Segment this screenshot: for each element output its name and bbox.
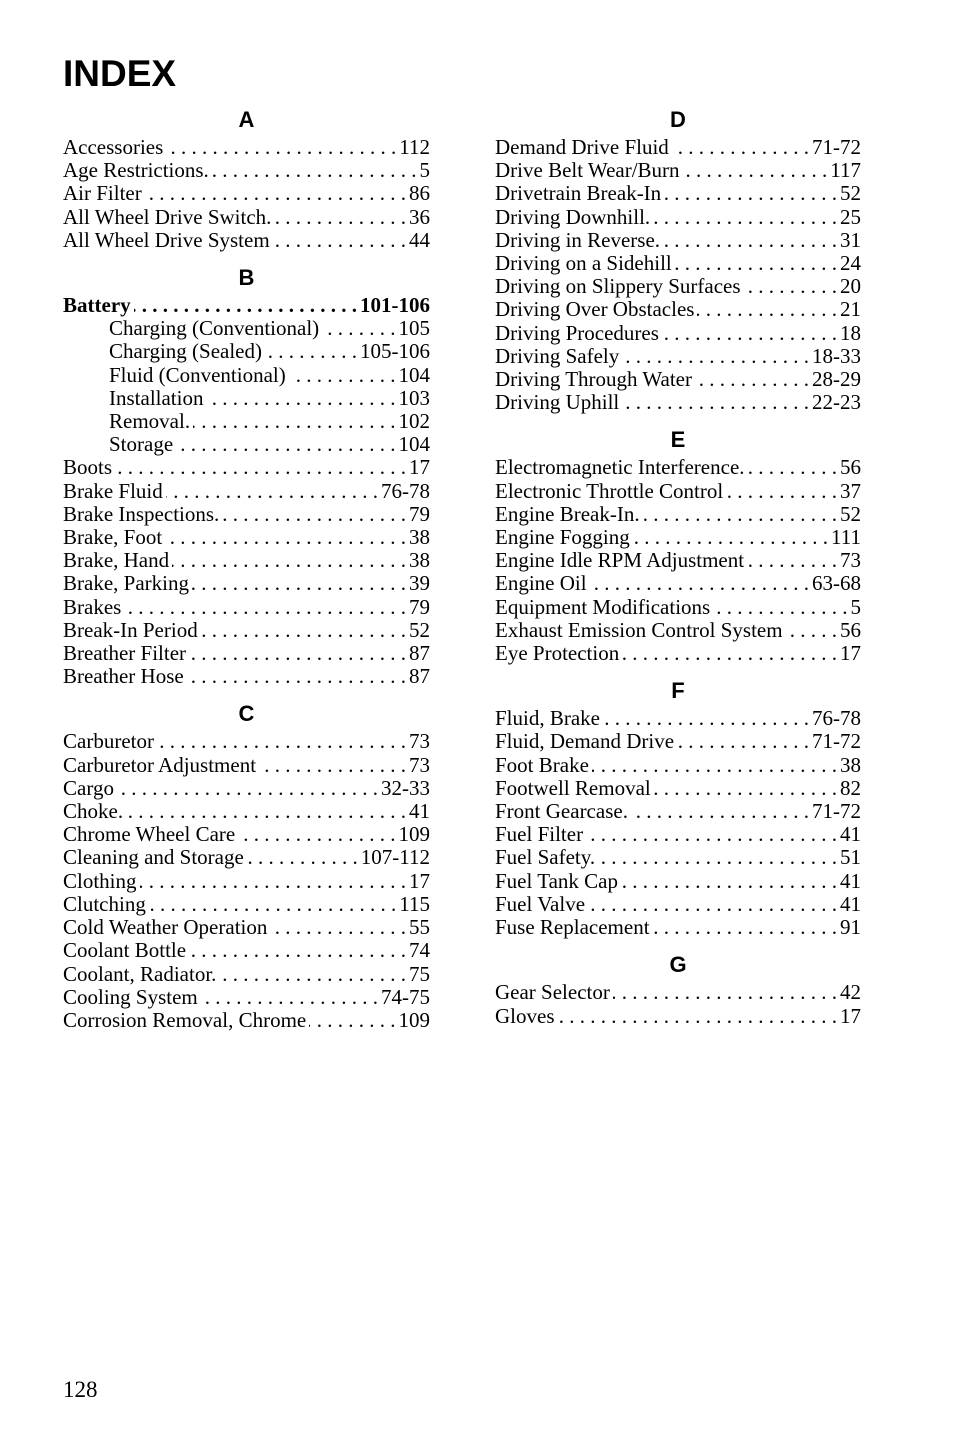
entry-term: Fuel Safety. bbox=[495, 846, 596, 870]
index-entry bbox=[63, 549, 430, 572]
index-entry bbox=[63, 572, 430, 595]
dot-leader bbox=[165, 526, 406, 549]
dot-leader bbox=[309, 1009, 395, 1032]
entry-page: 115 bbox=[399, 892, 430, 916]
entry-page: 73 bbox=[840, 549, 861, 573]
dot-leader bbox=[247, 846, 358, 869]
entry-page: 109 bbox=[398, 823, 430, 847]
dot-leader bbox=[643, 503, 837, 526]
index-entry bbox=[63, 526, 430, 549]
entry-page: 25 bbox=[840, 205, 861, 229]
index-entry bbox=[495, 777, 861, 800]
dot-leader bbox=[115, 456, 406, 479]
dot-leader bbox=[189, 939, 406, 962]
index-entry bbox=[495, 480, 861, 503]
entry-term: Coolant Bottle bbox=[63, 939, 187, 963]
entry-term: Fuel Filter bbox=[495, 823, 584, 847]
index-entry bbox=[495, 619, 861, 642]
entry-page: 102 bbox=[398, 410, 430, 434]
dot-leader bbox=[683, 159, 828, 182]
entry-page: 74-75 bbox=[381, 985, 430, 1009]
index-entry bbox=[495, 754, 861, 777]
entry-page: 87 bbox=[409, 642, 430, 666]
entry-term: Driving Through Water bbox=[495, 368, 692, 392]
index-entry bbox=[495, 275, 861, 298]
index-entry bbox=[63, 665, 430, 688]
index-entry bbox=[495, 981, 861, 1004]
index-subentry bbox=[63, 364, 430, 387]
entry-term: Exhaust Emission Control System bbox=[495, 618, 783, 642]
entry-page: 41 bbox=[840, 869, 861, 893]
dot-leader bbox=[713, 596, 847, 619]
dot-leader bbox=[192, 572, 406, 595]
entry-term: Driving Uphill bbox=[495, 391, 620, 415]
dot-leader bbox=[747, 549, 837, 572]
index-entry bbox=[63, 503, 430, 526]
index-entry bbox=[63, 206, 430, 229]
dot-leader bbox=[140, 870, 406, 893]
entry-term: Equipment Modifications bbox=[495, 595, 711, 619]
entry-term: Driving Procedures bbox=[495, 321, 659, 345]
index-entry bbox=[495, 1005, 861, 1028]
entry-term: Installation bbox=[109, 386, 204, 410]
dot-leader bbox=[662, 322, 837, 345]
entry-page: 52 bbox=[840, 502, 861, 526]
entry-term: Choke. bbox=[63, 800, 124, 824]
entry-term: Cooling System bbox=[63, 985, 198, 1009]
index-entry bbox=[63, 893, 430, 916]
index-entry bbox=[495, 526, 861, 549]
entry-page: 18 bbox=[840, 321, 861, 345]
dot-leader bbox=[201, 619, 406, 642]
entry-term: Driving in Reverse. bbox=[495, 228, 661, 252]
entry-page: 79 bbox=[409, 595, 430, 619]
section-letter: A bbox=[238, 107, 255, 132]
index-section-b bbox=[63, 262, 430, 688]
index-entry bbox=[63, 480, 430, 503]
entry-term: Break-In Period bbox=[63, 618, 198, 642]
entry-term: All Wheel Drive Switch. bbox=[63, 205, 272, 229]
dot-leader bbox=[265, 340, 357, 363]
index-entry bbox=[495, 596, 861, 619]
dot-leader bbox=[126, 800, 406, 823]
dot-leader bbox=[592, 754, 837, 777]
entry-page: 32-33 bbox=[381, 776, 430, 800]
entry-page: 104 bbox=[398, 433, 430, 457]
entry-page: 21 bbox=[840, 298, 861, 322]
entry-term: Gloves bbox=[495, 1004, 555, 1028]
dot-leader bbox=[622, 391, 809, 414]
index-entry bbox=[63, 596, 430, 619]
entry-term: Fuel Valve bbox=[495, 892, 586, 916]
entry-page: 103 bbox=[398, 386, 430, 410]
index-entry bbox=[495, 159, 861, 182]
entry-page: 18-33 bbox=[812, 344, 861, 368]
index-section-d bbox=[495, 104, 861, 414]
entry-page: 56 bbox=[840, 618, 861, 642]
dot-leader bbox=[206, 387, 395, 410]
dot-leader bbox=[558, 1005, 838, 1028]
index-entry bbox=[495, 893, 861, 916]
entry-page: 71-72 bbox=[812, 730, 861, 754]
entry-term: Fuel Tank Cap bbox=[495, 869, 618, 893]
index-subentry bbox=[63, 340, 430, 363]
index-entry bbox=[63, 777, 430, 800]
index-entry bbox=[63, 939, 430, 962]
entry-term: Driving on a Sidehill bbox=[495, 252, 672, 276]
entry-page: 109 bbox=[398, 1008, 430, 1032]
entry-page: 105 bbox=[398, 317, 430, 341]
entry-page: 73 bbox=[409, 753, 430, 777]
entry-page: 52 bbox=[409, 618, 430, 642]
entry-term: Front Gearcase. bbox=[495, 800, 628, 824]
dot-leader bbox=[613, 981, 837, 1004]
entry-page: 37 bbox=[840, 479, 861, 503]
section-letter: G bbox=[669, 952, 687, 978]
page-number: 128 bbox=[63, 1377, 98, 1402]
index-entry bbox=[495, 298, 861, 321]
entry-page: 44 bbox=[409, 228, 430, 252]
index-column-right bbox=[495, 104, 861, 1038]
index-entry bbox=[63, 1009, 430, 1032]
entry-term: Driving Over Obstacles bbox=[495, 298, 695, 322]
index-entry bbox=[63, 294, 430, 317]
entry-term: Charging (Sealed) bbox=[109, 340, 262, 364]
entry-page: 17 bbox=[840, 642, 861, 666]
dot-leader bbox=[672, 136, 809, 159]
dot-leader bbox=[726, 480, 837, 503]
index-entry bbox=[63, 136, 430, 159]
index-entry bbox=[495, 870, 861, 893]
entry-term: Drivetrain Break-In bbox=[495, 182, 662, 206]
dot-leader bbox=[149, 893, 396, 916]
entry-page: 39 bbox=[409, 572, 430, 596]
index-entry bbox=[63, 730, 430, 753]
index-entry bbox=[495, 229, 861, 252]
entry-page: 87 bbox=[409, 665, 430, 689]
entry-term: Fluid, Brake bbox=[495, 707, 600, 731]
entry-term: Engine Fogging bbox=[495, 526, 630, 550]
entry-page: 51 bbox=[840, 846, 861, 870]
section-letter: D bbox=[670, 107, 686, 132]
entry-page: 112 bbox=[399, 136, 430, 159]
entry-term: Air Filter bbox=[63, 182, 142, 206]
dot-leader bbox=[622, 642, 837, 665]
index-entry bbox=[495, 136, 861, 159]
dot-leader bbox=[631, 800, 809, 823]
index-subentry bbox=[63, 410, 430, 433]
dot-leader bbox=[238, 823, 395, 846]
entry-page: 17 bbox=[840, 1004, 861, 1028]
entry-page: 38 bbox=[840, 753, 861, 777]
index-entry bbox=[63, 870, 430, 893]
entry-term: Breather Filter bbox=[63, 642, 187, 666]
entry-term: Fuse Replacement bbox=[495, 916, 650, 940]
entry-term: Coolant, Radiator. bbox=[63, 962, 217, 986]
entry-term: Brake, Foot bbox=[63, 526, 163, 550]
dot-leader bbox=[259, 754, 406, 777]
entry-page: 76-78 bbox=[812, 707, 861, 731]
entry-page: 22-23 bbox=[812, 391, 861, 415]
index-subentry bbox=[63, 317, 430, 340]
entry-page: 101-106 bbox=[360, 294, 430, 318]
entry-page: 31 bbox=[840, 228, 861, 252]
index-entry bbox=[495, 572, 861, 595]
index-entry bbox=[495, 642, 861, 665]
entry-page: 105-106 bbox=[360, 340, 430, 364]
section-letter: F bbox=[671, 678, 685, 704]
index-entry bbox=[495, 916, 861, 939]
entry-page: 17 bbox=[409, 869, 430, 893]
page-title: INDEX bbox=[63, 53, 177, 94]
index-entry bbox=[495, 707, 861, 730]
dot-leader bbox=[189, 642, 406, 665]
index-entry bbox=[63, 642, 430, 665]
dot-leader bbox=[653, 916, 837, 939]
index-entry bbox=[495, 252, 861, 275]
entry-term: Fluid, Demand Drive bbox=[495, 730, 675, 754]
index-entry bbox=[495, 206, 861, 229]
entry-term: Storage bbox=[109, 433, 174, 457]
index-entry bbox=[63, 182, 430, 205]
entry-page: 42 bbox=[840, 981, 861, 1005]
dot-leader bbox=[289, 364, 396, 387]
dot-leader bbox=[622, 345, 809, 368]
entry-term: Cold Weather Operation bbox=[63, 916, 268, 940]
entry-page: 5 bbox=[419, 159, 430, 183]
entry-term: Age Restrictions. bbox=[63, 159, 209, 183]
index-entry bbox=[495, 391, 861, 414]
dot-leader bbox=[157, 730, 406, 753]
entry-term: Battery bbox=[63, 294, 131, 318]
dot-leader bbox=[586, 823, 837, 846]
entry-page: 41 bbox=[409, 800, 430, 824]
dot-leader bbox=[744, 275, 837, 298]
entry-term: Clothing bbox=[63, 869, 137, 893]
entry-term: Corrosion Removal, Chrome bbox=[63, 1008, 307, 1032]
entry-page: 117 bbox=[830, 159, 861, 183]
dot-leader bbox=[663, 229, 837, 252]
entry-page: 74 bbox=[409, 939, 430, 963]
index-entry bbox=[63, 823, 430, 846]
index-entry bbox=[495, 800, 861, 823]
entry-page: 38 bbox=[409, 526, 430, 550]
index-entry bbox=[495, 730, 861, 753]
entry-page: 38 bbox=[409, 549, 430, 573]
dot-leader bbox=[187, 665, 406, 688]
entry-page: 24 bbox=[840, 252, 861, 276]
entry-term: Drive Belt Wear/Burn bbox=[495, 159, 680, 183]
entry-page: 17 bbox=[409, 456, 430, 480]
index-entry bbox=[495, 549, 861, 572]
entry-page: 52 bbox=[840, 182, 861, 206]
entry-term: Eye Protection bbox=[495, 642, 620, 666]
index-section-e bbox=[495, 424, 861, 665]
dot-leader bbox=[677, 730, 809, 753]
entry-page: 55 bbox=[409, 916, 430, 940]
section-letter: B bbox=[238, 265, 255, 291]
entry-term: Fluid (Conventional) bbox=[109, 363, 286, 387]
dot-leader bbox=[166, 136, 396, 159]
index-section-g bbox=[495, 949, 861, 1027]
entry-term: Foot Brake bbox=[495, 753, 589, 777]
index-entry bbox=[495, 345, 861, 368]
dot-leader bbox=[786, 619, 837, 642]
entry-term: Brake Inspections. bbox=[63, 502, 220, 526]
dot-leader bbox=[274, 206, 406, 229]
index-entry bbox=[63, 916, 430, 939]
index-entry bbox=[63, 456, 430, 479]
index-entry bbox=[63, 963, 430, 986]
entry-term: Breather Hose bbox=[63, 665, 184, 689]
dot-leader bbox=[172, 549, 406, 572]
index-entry bbox=[63, 800, 430, 823]
index-entry bbox=[495, 368, 861, 391]
dot-leader bbox=[695, 368, 809, 391]
dot-leader bbox=[117, 777, 378, 800]
entry-page: 91 bbox=[840, 916, 861, 940]
entry-term: Engine Oil bbox=[495, 572, 587, 596]
entry-page: 20 bbox=[840, 275, 861, 299]
entry-term: Driving Downhill. bbox=[495, 205, 651, 229]
entry-page: 82 bbox=[840, 776, 861, 800]
dot-leader bbox=[322, 317, 395, 340]
entry-term: Chrome Wheel Care bbox=[63, 823, 236, 847]
dot-leader bbox=[124, 596, 406, 619]
entry-page: 75 bbox=[409, 962, 430, 986]
entry-page: 36 bbox=[409, 205, 430, 229]
entry-page: 104 bbox=[398, 363, 430, 387]
entry-term: Demand Drive Fluid bbox=[495, 136, 669, 159]
entry-term: Brakes bbox=[63, 595, 122, 619]
section-letter: C bbox=[238, 701, 255, 727]
dot-leader bbox=[654, 777, 837, 800]
entry-term: Driving Safely bbox=[495, 344, 620, 368]
index-section-c bbox=[63, 698, 430, 1032]
dot-leader bbox=[201, 986, 378, 1009]
index-entry bbox=[63, 619, 430, 642]
dot-leader bbox=[166, 480, 378, 503]
entry-term: Engine Idle RPM Adjustment bbox=[495, 549, 745, 573]
entry-term: Cleaning and Storage bbox=[63, 846, 244, 870]
dot-leader bbox=[590, 572, 809, 595]
entry-page: 76-78 bbox=[381, 479, 430, 503]
entry-term: Footwell Removal bbox=[495, 776, 651, 800]
dot-leader bbox=[176, 433, 395, 456]
entry-term: Gear Selector bbox=[495, 981, 610, 1005]
index-entry bbox=[495, 182, 861, 205]
entry-page: 41 bbox=[840, 823, 861, 847]
entry-term: Engine Break-In. bbox=[495, 502, 640, 526]
dot-leader bbox=[603, 707, 809, 730]
dot-leader bbox=[219, 963, 406, 986]
index-entry bbox=[63, 846, 430, 869]
index-column-left bbox=[63, 104, 430, 1042]
entry-page: 56 bbox=[840, 456, 861, 480]
dot-leader bbox=[145, 182, 406, 205]
index-entry bbox=[495, 823, 861, 846]
entry-page: 79 bbox=[409, 502, 430, 526]
index-entry bbox=[63, 986, 430, 1009]
entry-term: Brake Fluid bbox=[63, 479, 163, 503]
dot-leader bbox=[653, 206, 837, 229]
section-letter: E bbox=[670, 427, 686, 453]
dot-leader bbox=[697, 298, 837, 321]
entry-term: Accessories bbox=[63, 136, 164, 159]
entry-page: 28-29 bbox=[812, 368, 861, 392]
dot-leader bbox=[748, 456, 837, 479]
dot-leader bbox=[598, 846, 837, 869]
entry-page: 41 bbox=[840, 892, 861, 916]
dot-leader bbox=[212, 159, 417, 182]
dot-leader bbox=[664, 182, 837, 205]
entry-term: Carburetor bbox=[63, 730, 154, 754]
entry-page: 71-72 bbox=[812, 136, 861, 159]
dot-leader bbox=[270, 916, 406, 939]
dot-leader bbox=[588, 893, 837, 916]
entry-page: 71-72 bbox=[812, 800, 861, 824]
entry-page: 111 bbox=[831, 526, 861, 550]
index-entry bbox=[63, 159, 430, 182]
index-section-f bbox=[495, 675, 861, 939]
index-subentry bbox=[63, 433, 430, 456]
entry-term: Clutching bbox=[63, 892, 146, 916]
entry-term: Electronic Throttle Control bbox=[495, 479, 724, 503]
entry-term: All Wheel Drive System bbox=[63, 228, 270, 252]
entry-term: Charging (Conventional) bbox=[109, 317, 320, 341]
index-entry bbox=[495, 503, 861, 526]
index-entry bbox=[63, 229, 430, 252]
entry-term: Carburetor Adjustment bbox=[63, 753, 257, 777]
dot-leader bbox=[273, 229, 406, 252]
index-subentry bbox=[63, 387, 430, 410]
index-entry bbox=[495, 456, 861, 479]
index-entry bbox=[495, 846, 861, 869]
entry-page: 107-112 bbox=[360, 846, 430, 870]
entry-term: Cargo bbox=[63, 776, 114, 800]
index-section-a bbox=[63, 104, 430, 252]
dot-leader bbox=[675, 252, 837, 275]
dot-leader bbox=[633, 526, 828, 549]
entry-page: 73 bbox=[409, 730, 430, 754]
entry-page: 5 bbox=[850, 595, 861, 619]
index-entry bbox=[495, 322, 861, 345]
dot-leader bbox=[222, 503, 406, 526]
entry-term: Removal. bbox=[109, 410, 191, 434]
entry-page: 63-68 bbox=[812, 572, 861, 596]
entry-term: Brake, Hand bbox=[63, 549, 170, 573]
entry-term: Brake, Parking bbox=[63, 572, 189, 596]
entry-term: Electromagnetic Interference. bbox=[495, 456, 745, 480]
dot-leader bbox=[193, 410, 395, 433]
entry-page: 86 bbox=[409, 182, 430, 206]
entry-term: Boots bbox=[63, 456, 113, 480]
index-entry bbox=[63, 754, 430, 777]
dot-leader bbox=[134, 294, 357, 317]
dot-leader bbox=[621, 870, 837, 893]
entry-term: Driving on Slippery Surfaces bbox=[495, 275, 741, 299]
